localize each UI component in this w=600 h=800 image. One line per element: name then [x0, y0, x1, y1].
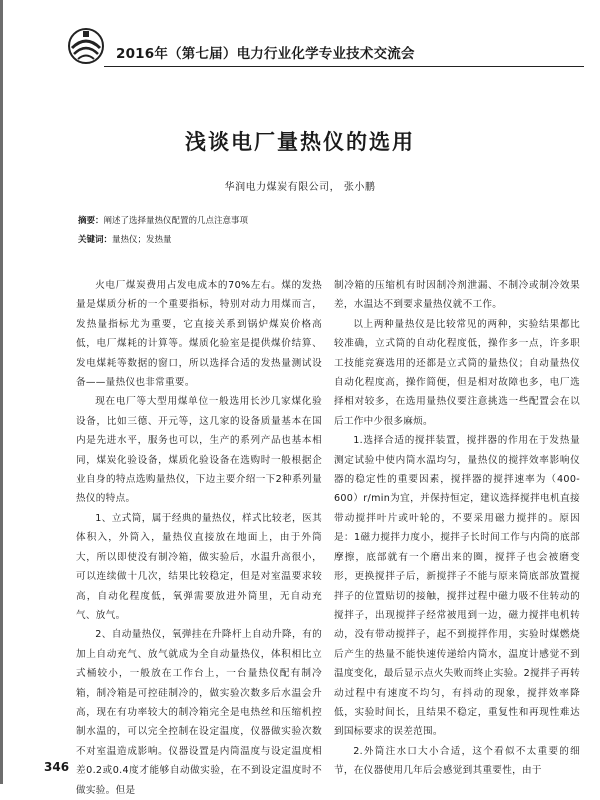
- abstract-label: 摘要：: [78, 216, 104, 226]
- author-byline: 华润电力煤炭有限公司， 张小鹏: [224, 182, 376, 193]
- paragraph: 1、立式筒，属于经典的量热仪，样式比较老，医其体积入，外筒入，量热仪直接放在地面上，由于外筒大，所以即使没有制冷箱，做实验后，水温升高很小，可以连续做十几次，结果比较稳定，但是对室温要求较高，自动化程度低，氧弹需要放进外筒里，无自动充气、放气。: [76, 512, 322, 621]
- page-header: [44, 24, 584, 74]
- paragraph: 火电厂煤炭费用占发电成本的70%左右。煤的发热量是煤质分析的一个重要指标，特别对动力用煤而言，发热量指标尤为重要，它直接关系到锅炉煤炭价格高低，电厂煤耗的计算等。煤质化验室是提供煤价结算、发电煤耗等数据的窗口，所以选择合适的发热量测试设备——量热仪也非常重要。: [76, 280, 322, 389]
- keywords-label: 关键词：: [78, 235, 113, 245]
- conference-logo-icon: [66, 26, 106, 66]
- paragraph: 制冷箱的压缩机有时因制冷剂泄漏、不制冷或制冷效果差，水温达不到要求量热仪就不工作。: [334, 280, 580, 311]
- conference-title: 2016年（第七届）电力行业化学专业技术交流会: [116, 46, 415, 62]
- abstract-line: [78, 214, 248, 226]
- keywords-line: [78, 233, 172, 245]
- right-column: [334, 276, 580, 781]
- header-rule: [104, 66, 584, 67]
- keywords-text: 量热仪；发热量: [112, 235, 172, 245]
- scan-edge: [0, 0, 3, 784]
- abstract-text: 阐述了选择量热仪配置的几点注意事项: [103, 216, 249, 226]
- article-title: 浅谈电厂量热仪的选用: [185, 130, 415, 154]
- left-column: [76, 276, 322, 800]
- paragraph: 1.选择合适的搅拌装置，搅拌器的作用在于发热量测定试验中使内筒水温均匀，量热仪的搅拌效率影响仪器的稳定性的重要因素，搅拌器的搅拌速率为（400-600）r/min为宜，并保持恒定，建议选择搅拌电机直接带动搅拌叶片或叶轮的，不要采用磁力搅拌的。原因是：1磁力搅拌力度小，搅拌子长时间工作与内筒的底部摩擦，底部就有一个磨出来的圈，搅拌子也会被磨变形，更换搅拌子后，新搅拌子不能与原来筒底部放置搅拌子的位置贴切的接触，搅拌过程中磁力吸不住转动的搅拌子，出现搅拌子经常被甩到一边，磁力搅拌电机转动，没有带动搅拌子，起不到搅拌作用，实验时煤燃烧后产生的热量不能快速传递给内筒水，温度计感觉不到温度变化，最后显示点火失败而终止实验。2搅拌子再转动过程中有速度不均匀，有抖动的现象，搅拌效率降低，实验时间长，且结果不稳定，重复性和再现性难达到国标要求的误差范围。: [334, 435, 580, 738]
- paragraph: 2.外筒注水口大小合适，这个看似不太重要的细节，在仪器使用几年后会感觉到其重要性，由于: [334, 745, 580, 777]
- paragraph: 以上两种量热仪是比较常见的两种，实验结果都比较准确，立式筒的自动化程度低，操作多一点，许多职工技能竞赛选用的还都是立式筒的量热仪；自动量热仪自动化程度高，操作简便，但是相对故障也多，电厂选择相对较多，在选用量热仪要注意挑选一些配置会在以后工作中少很多麻烦。: [334, 318, 580, 427]
- page-number: 346: [44, 760, 70, 774]
- paragraph: 现在电厂等大型用煤单位一般选用长沙几家煤化验设备，比如三德、开元等，这几家的设备质量基本在国内是先进水平，服务也可以，生产的系列产品也基本相同，煤炭化验设备，煤质化验设备在选购时一般根据企业自身的特点选购量热仪，下边主要介绍一下2种系列量热仪的特点。: [76, 396, 322, 505]
- paragraph: 2、自动量热仪，氧弹挂在升降杆上自动升降，有的加上自动充气、放气就成为全自动量热仪，体积相比立式桶较小，一般放在工作台上，一台量热仪配有制冷箱，制冷箱是可控硅制冷的，做实验次数多后水温会升高，现在有功率较大的制冷箱完全是电热丝和压缩机控制水温的，可以完全控制在设定温度，仪器做实验次数不对室温造成影响。仪器设置是内筒温度与设定温度相差0.2或0.4度才能够自动做实验，在不到设定温度时不做实验。但是: [76, 629, 322, 796]
